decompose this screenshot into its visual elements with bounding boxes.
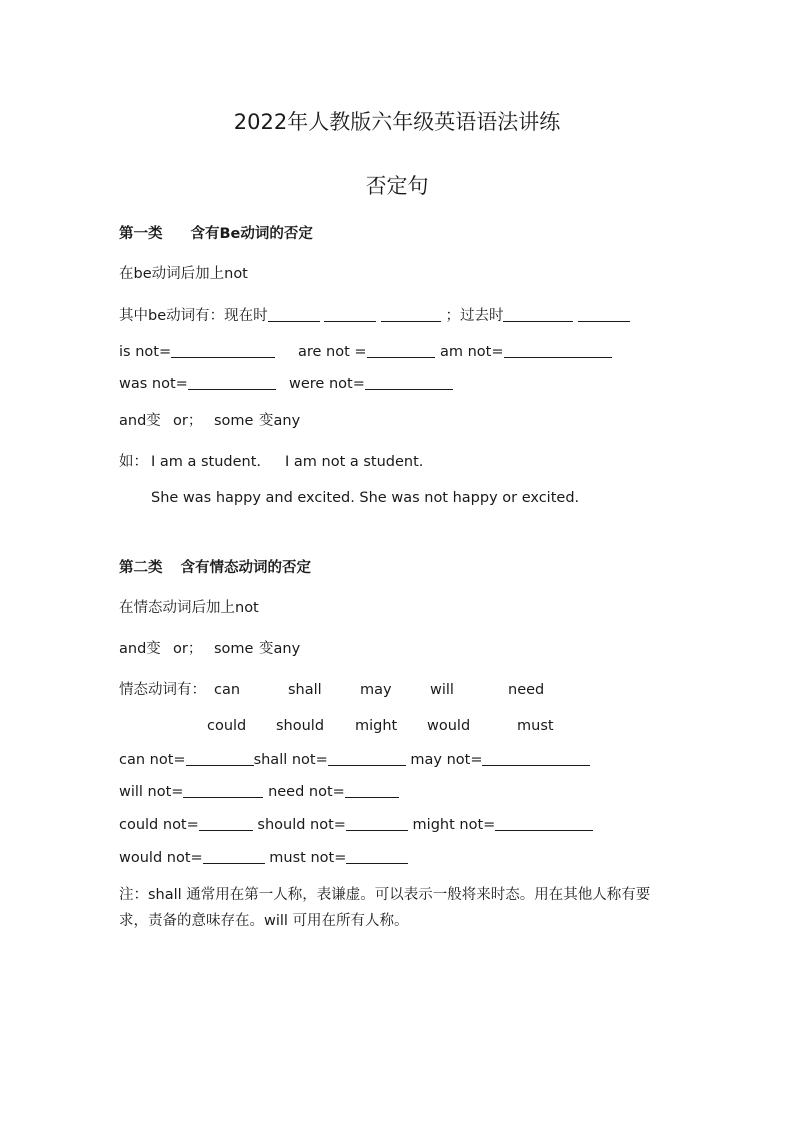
blank[interactable] [504, 343, 612, 358]
be-verbs-line [119, 307, 630, 325]
blank[interactable] [346, 849, 408, 864]
modal-need: need [508, 682, 545, 698]
example1-negative: I am not a student. [285, 454, 424, 470]
blank[interactable] [328, 751, 406, 766]
blank[interactable] [199, 816, 253, 831]
modal-would: would [427, 718, 471, 734]
blank[interactable] [203, 849, 265, 864]
modal-should: should [276, 718, 325, 734]
blank[interactable] [365, 375, 453, 390]
must-not-label: must not= [269, 850, 347, 866]
section2-rule: 在情态动词后加上not [119, 600, 259, 616]
blank[interactable] [183, 783, 263, 798]
blank[interactable] [495, 816, 593, 831]
am-not-line [440, 343, 612, 361]
modal-may: may [360, 682, 392, 698]
section1-and-or-b: or； [173, 413, 203, 429]
section1-heading-num: 第一类 [119, 226, 163, 242]
example-label: 如： [119, 454, 148, 470]
modal-blanks-row1 [119, 751, 590, 769]
section1-heading [119, 226, 313, 243]
might-not-label: might not= [412, 817, 496, 833]
modal-blanks-row3 [119, 816, 593, 834]
can-not-label: can not= [119, 752, 186, 768]
modal-must: must [517, 718, 554, 734]
blank[interactable] [482, 751, 590, 766]
section2-some-any: some [214, 641, 254, 657]
section2-and-or: and变 [119, 641, 161, 657]
modal-blanks-row2 [119, 783, 399, 801]
blank[interactable] [367, 343, 435, 358]
modal-blanks-row4 [119, 849, 408, 867]
section2-and-or-b: or； [173, 641, 203, 657]
modal-can: can [214, 682, 241, 698]
blank[interactable] [346, 816, 408, 831]
blank[interactable] [578, 307, 630, 322]
section1-rule: 在be动词后加上not [119, 266, 248, 282]
should-not-label: should not= [257, 817, 346, 833]
modal-will: will [430, 682, 454, 698]
section2-heading [119, 560, 311, 577]
page-title: 2022年人教版六年级英语语法讲练 [233, 110, 561, 134]
example1-positive: I am a student. [151, 454, 262, 470]
section1-some-any-b: 变any [259, 413, 301, 429]
were-not-label: were not= [289, 376, 365, 392]
shall-not-label: shall not= [253, 752, 328, 768]
section1-heading-text: 含有Be动词的否定 [190, 226, 313, 242]
am-not-label: am not= [440, 344, 504, 360]
modal-shall: shall [288, 682, 322, 698]
modal-might: might [355, 718, 398, 734]
is-not-line [119, 343, 275, 361]
was-not-label: was not= [119, 376, 188, 392]
section2-heading-text: 含有情态动词的否定 [180, 560, 311, 576]
were-not-line [289, 375, 453, 393]
blank[interactable] [381, 307, 441, 322]
may-not-label: may not= [410, 752, 483, 768]
be-verbs-prefix: 其中be动词有：现在时 [119, 308, 268, 324]
page-subtitle: 否定句 [365, 174, 429, 198]
blank[interactable] [171, 343, 275, 358]
would-not-label: would not= [119, 850, 203, 866]
section2-some-any-b: 变any [259, 641, 301, 657]
need-not-label: need not= [268, 784, 345, 800]
was-not-line [119, 375, 276, 393]
section1-some-any: some [214, 413, 254, 429]
section2-heading-num: 第二类 [119, 560, 163, 576]
blank[interactable] [324, 307, 376, 322]
blank[interactable] [188, 375, 276, 390]
section1-and-or: and变 [119, 413, 161, 429]
past-label: ；过去时 [445, 308, 504, 324]
example2: She was happy and excited. She was not happy or excited. [151, 490, 580, 506]
note: 注：shall 通常用在第一人称，表谦虚。可以表示一般将来时态。用在其他人称有要求，责备的意味存在。will 可用在所有人称。 [119, 887, 651, 929]
is-not-label: is not= [119, 344, 172, 360]
blank[interactable] [186, 751, 254, 766]
are-not-label: are not = [298, 344, 367, 360]
blank[interactable] [268, 307, 320, 322]
are-not-line [298, 343, 435, 361]
blank[interactable] [503, 307, 573, 322]
modal-could: could [207, 718, 247, 734]
could-not-label: could not= [119, 817, 199, 833]
modal-label: 情态动词有： [119, 682, 206, 698]
will-not-label: will not= [119, 784, 184, 800]
blank[interactable] [345, 783, 399, 798]
